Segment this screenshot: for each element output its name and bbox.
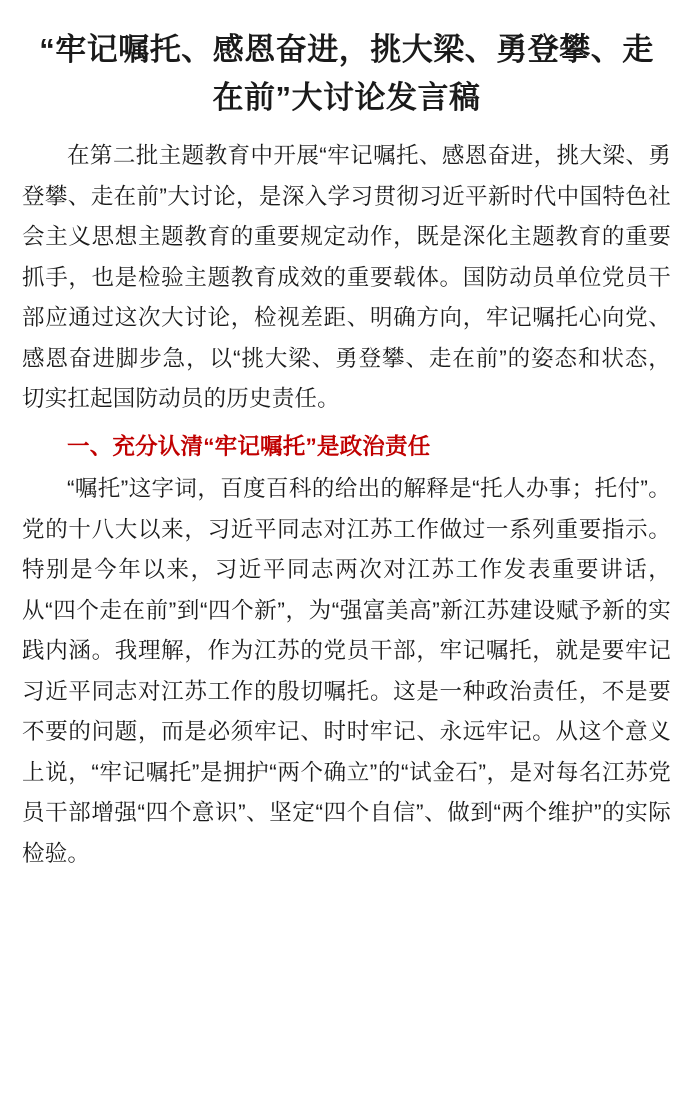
paragraph-intro: 在第二批主题教育中开展“牢记嘱托、感恩奋进，挑大梁、勇登攀、走在前”大讨论，是深入学习贯彻习近平新时代中国特色社会主义思想主题教育的重要规定动作，既是深化主题教育的重要抓手，也是检验主题教育成效的重要载体。国防动员单位党员干部应通过这次大讨论，检视差距、明确方向，牢记嘱托心向党、感恩奋进脚步急，以“挑大梁、勇登攀、走在前”的姿态和状态，切实扛起国防动员的历史责任。 bbox=[22, 143, 671, 412]
paragraph-section-1-body: “嘱托”这字词，百度百科的给出的解释是“托人办事；托付”。党的十八大以来，习近平同志对江苏工作做过一系列重要指示。特别是今年以来，习近平同志两次对江苏工作发表重要讲话，从“四个走在前”到“四个新”，为“强富美高”新江苏建设赋予新的实践内涵。我理解，作为江苏的党员干部，牢记嘱托，就是要牢记习近平同志对江苏工作的殷切嘱托。这是一种政治责任，不是要不要的问题，而是必须牢记、时时牢记、永远牢记。从这个意义上说，“牢记嘱托”是拥护“两个确立”的“试金石”，是对每名江苏党员干部增强“四个意识”、坚定“四个自信”、做到“两个维护”的实际检验。 bbox=[22, 476, 671, 866]
section-heading-1: 一、充分认清“牢记嘱托”是政治责任 bbox=[67, 433, 431, 459]
page-title: “牢记嘱托、感恩奋进，挑大梁、勇登攀、走在前”大讨论发言稿 bbox=[39, 32, 654, 116]
